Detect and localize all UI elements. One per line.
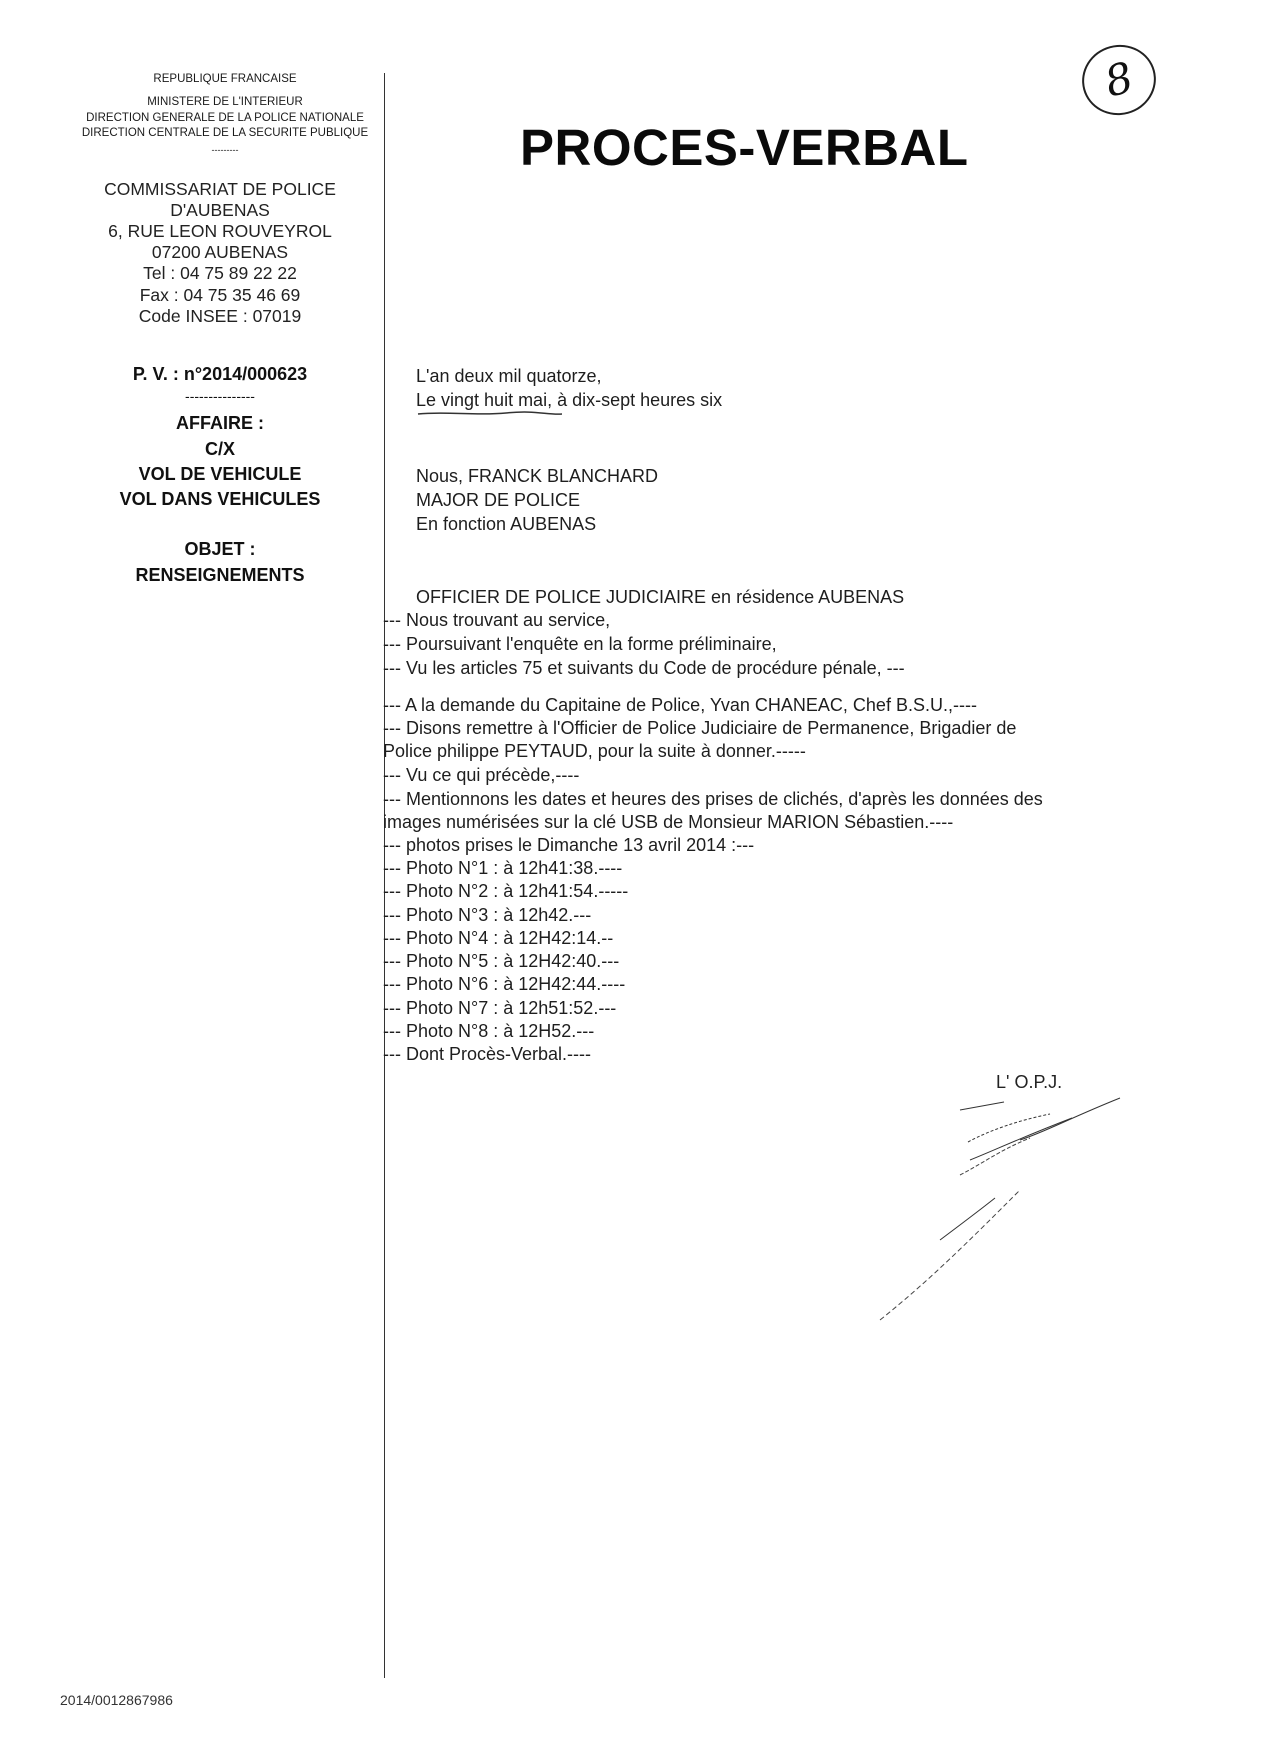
photo-line: --- Photo N°7 : à 12h51:52.--- [383,998,617,1018]
objet-value: RENSEIGNEMENTS [135,565,305,585]
station-name: COMMISSARIAT DE POLICE [104,179,336,199]
objet-label: OBJET : [184,539,256,559]
officer-name: Nous, FRANCK BLANCHARD [416,466,659,486]
document-title: PROCES-VERBAL [520,119,969,176]
body-line: --- A la demande du Capitaine de Police, Yvan CHANEAC, Chef B.S.U.,---- [383,695,977,715]
date-year: L'an deux mil quatorze, [416,366,602,386]
station-insee: Code INSEE : 07019 [138,306,302,326]
station-tel: Tel : 04 75 89 22 22 [143,263,297,283]
body-line: images numérisées sur la clé USB de Monsieur MARION Sébastien.---- [383,812,954,832]
ministry-label: MINISTERE DE L'INTERIEUR [147,96,303,108]
body-line: --- Poursuivant l'enquête en la forme préliminaire, [383,634,777,654]
opj-label: L' O.P.J. [996,1072,1063,1092]
photo-line: --- Photo N°6 : à 12H42:44.---- [383,974,626,994]
page-stamp-number: 8 [1074,37,1164,124]
photo-line: --- Photo N°1 : à 12h41:38.---- [383,858,623,878]
affaire-line-2: VOL DANS VEHICULES [119,489,321,509]
date-day-time: Le vingt huit mai, à dix-sept heures six [416,390,723,410]
body-line: --- Vu les articles 75 et suivants du Code de procédure pénale, --- [383,658,905,678]
header-separator: --------- [211,145,239,155]
body-line: --- photos prises le Dimanche 13 avril 2014 :--- [383,835,755,855]
body-line: --- Nous trouvant au service, [383,610,611,630]
photo-line: --- Photo N°3 : à 12h42.--- [383,905,592,925]
officer-function: En fonction AUBENAS [416,514,597,534]
body-line: --- Vu ce qui précède,---- [383,765,580,785]
body-line: --- Dont Procès-Verbal.---- [383,1044,592,1064]
direction-centrale-label: DIRECTION CENTRALE DE LA SECURITE PUBLIQUE [81,127,369,139]
body-line: --- Mentionnons les dates et heures des prises de clichés, d'après les données des [383,789,1043,809]
republic-label: REPUBLIQUE FRANCAISE [153,73,297,85]
officer-rank: MAJOR DE POLICE [416,490,581,510]
affaire-party: C/X [204,439,235,459]
document-id: 2014/0012867986 [60,1692,173,1708]
station-city: D'AUBENAS [170,200,270,220]
photo-line: --- Photo N°5 : à 12H42:40.--- [383,951,620,971]
case-separator: --------------- [185,388,255,404]
affaire-label: AFFAIRE : [176,413,264,433]
body-line: OFFICIER DE POLICE JUDICIAIRE en résidence AUBENAS [416,587,905,607]
body-line: --- Disons remettre à l'Officier de Police Judiciaire de Permanence, Brigadier de [383,718,1017,738]
photo-line: --- Photo N°8 : à 12H52.--- [383,1021,595,1041]
handwritten-underline [416,408,566,420]
direction-generale-label: DIRECTION GENERALE DE LA POLICE NATIONALE [86,112,364,124]
station-postcode: 07200 AUBENAS [151,242,289,262]
station-fax: Fax : 04 75 35 46 69 [139,285,301,305]
signature [820,1070,1140,1340]
body-line: Police philippe PEYTAUD, pour la suite à donner.----- [383,741,806,761]
photo-line: --- Photo N°4 : à 12H42:14.-- [383,928,614,948]
pv-number: P. V. : n°2014/000623 [132,364,308,384]
station-street: 6, RUE LEON ROUVEYROL [108,221,332,241]
affaire-line-1: VOL DE VEHICULE [138,464,302,484]
photo-line: --- Photo N°2 : à 12h41:54.----- [383,881,629,901]
